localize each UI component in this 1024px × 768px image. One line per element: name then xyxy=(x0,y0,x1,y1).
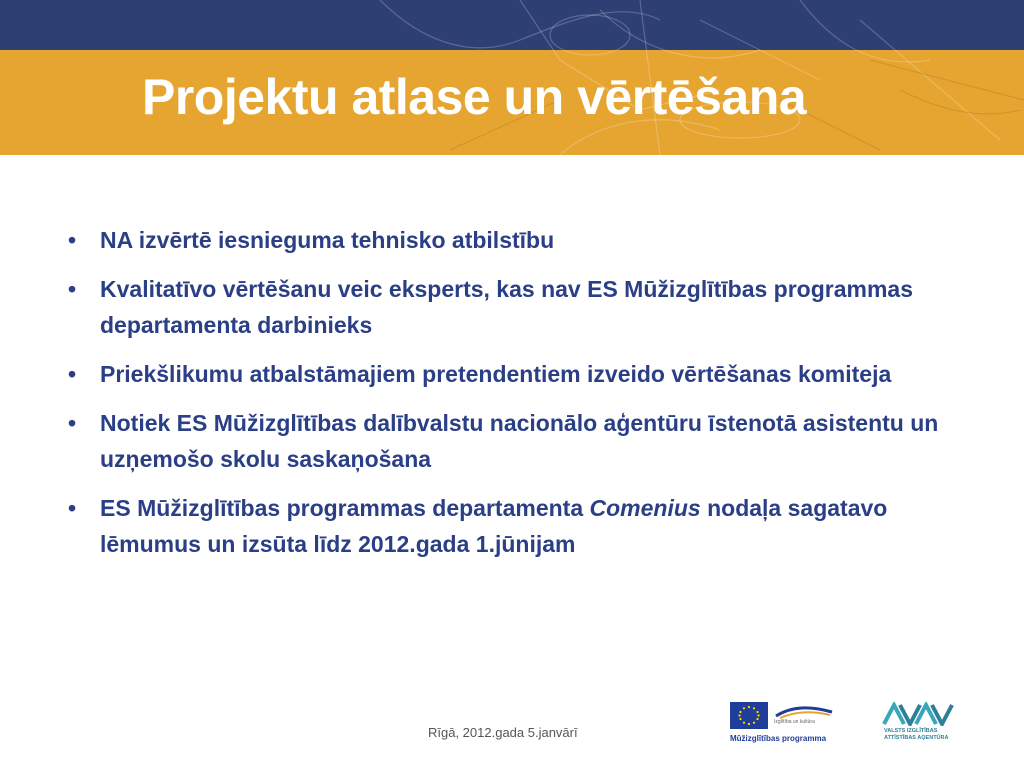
agency-logo xyxy=(880,700,960,750)
agency-mark-icon xyxy=(882,702,954,726)
bullet-icon: • xyxy=(68,361,77,387)
agency-caption xyxy=(884,728,948,742)
bullet-item xyxy=(68,490,968,562)
bullet-text-end: nodaļa sagatavo lēmumus un izsūta līdz 2012.gada 1.jūnijam xyxy=(100,495,888,557)
slide-title: Projektu atlase un vērtēšana xyxy=(142,69,807,125)
swoosh-icon xyxy=(774,704,834,720)
footer-date: Rīgā, 2012.gada 5.janvārī xyxy=(428,725,578,740)
bullet-icon: • xyxy=(68,276,77,302)
agency-caption-line2: ATTĪSTĪBAS AĢENTŪRA xyxy=(884,735,949,741)
bullet-text: Kvalitatīvo vērtēšanu veic eksperts, kas nav ES Mūžizglītības programmas departamenta darbinieks xyxy=(100,276,913,338)
bullet-item xyxy=(68,222,968,258)
bullet-item xyxy=(68,271,968,343)
bullet-icon: • xyxy=(68,410,77,436)
eu-program-logo xyxy=(730,702,840,750)
bullet-text: Priekšlikumu atbalstāmajiem pretendentiem izveido vērtēšanas komiteja xyxy=(100,361,892,387)
eu-program-caption: Mūžizglītības programma xyxy=(730,734,827,743)
eu-program-subtitle: Izglītība un kultūra xyxy=(774,719,815,725)
bullet-icon: • xyxy=(68,227,77,253)
bullet-item xyxy=(68,405,968,477)
bullet-text-italic: Comenius xyxy=(589,495,701,521)
bullet-list xyxy=(68,222,968,575)
bullet-text: Notiek ES Mūžizglītības dalībvalstu nacionālo aģentūru īstenotā asistentu un uzņemošo skolu saskaņošana xyxy=(100,410,939,472)
bullet-icon: • xyxy=(68,495,77,521)
bullet-item xyxy=(68,356,968,392)
eu-flag-icon xyxy=(730,702,768,729)
agency-caption-line1: VALSTS IZGLĪTĪBAS xyxy=(884,728,938,734)
bullet-text: NA izvērtē iesnieguma tehnisko atbilstību xyxy=(100,227,555,253)
bullet-text-start: ES Mūžizglītības programmas departamenta xyxy=(100,495,590,521)
